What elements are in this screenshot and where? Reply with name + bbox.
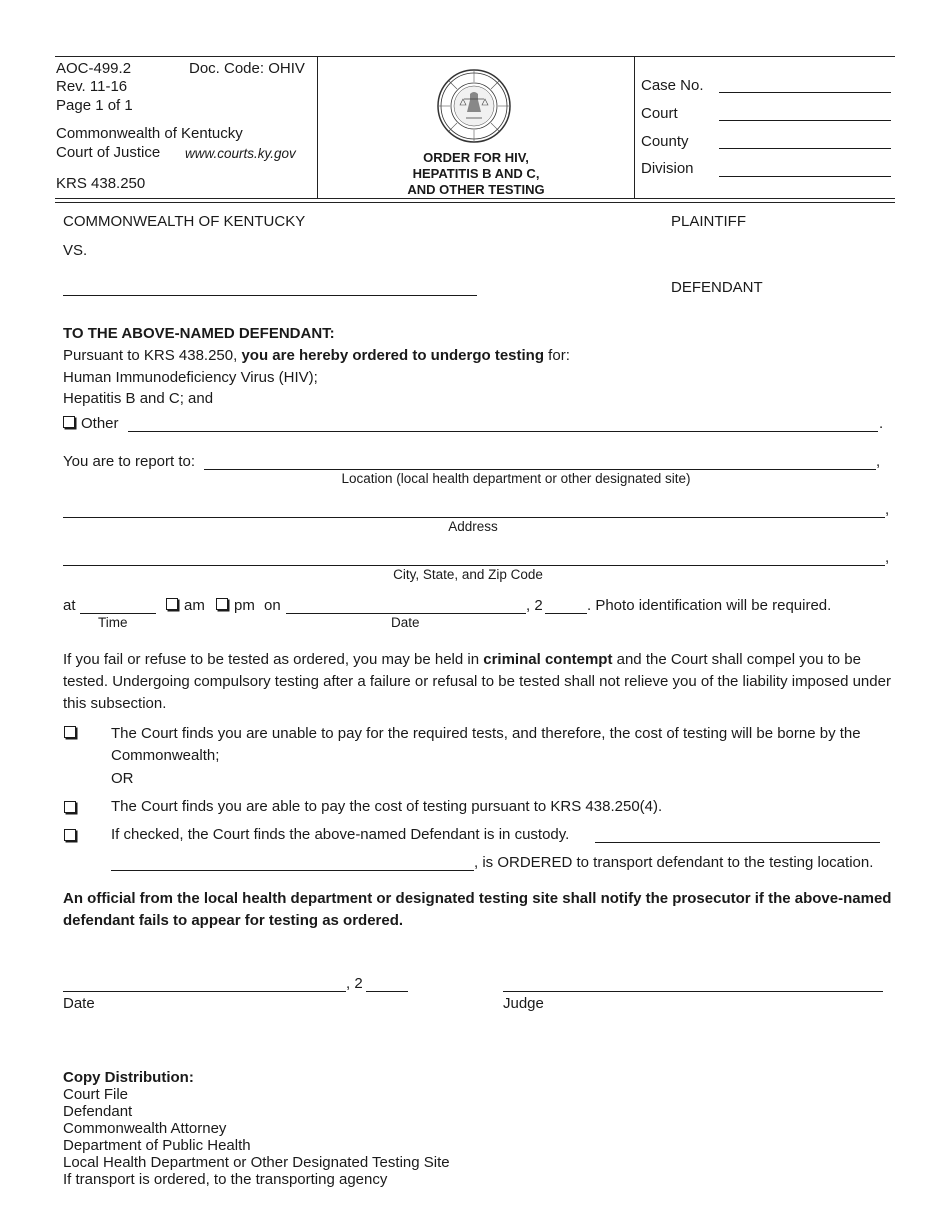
time-field[interactable] <box>80 598 156 614</box>
report-location-field[interactable] <box>204 454 876 470</box>
contempt-bold: criminal contempt <box>483 651 613 668</box>
judge-signature-field[interactable] <box>503 976 883 992</box>
distribution-item: Commonwealth Attorney <box>63 1120 227 1137</box>
other-test-period: . <box>879 415 884 432</box>
form-title-line2: HEPATITIS B AND C, <box>412 166 540 181</box>
court-name-line1: Commonwealth of Kentucky <box>56 125 243 142</box>
city-state-zip-comma: , <box>885 549 890 566</box>
order-intro-pre: Pursuant to KRS 438.250, <box>63 347 242 364</box>
time-caption: Time <box>98 615 128 630</box>
other-test-checkbox[interactable] <box>63 416 75 428</box>
form-title-line1: ORDER FOR HIV, <box>423 150 529 165</box>
county-label: County <box>641 133 689 150</box>
test-item-hiv: Human Immunodeficiency Virus (HIV); <box>63 369 318 386</box>
header-divider-right <box>634 56 635 198</box>
prosecutor-notice: An official from the local health department or designated testing site shall notify the prosecutor if the above-named defendant fails to appear for testing as ordered. <box>63 890 892 929</box>
contempt-pre: If you fail or refuse to be tested as ordered, you may be held in <box>63 651 484 668</box>
custody-text: If checked, the Court finds the above-named Defendant is in custody. <box>111 826 570 843</box>
statute-ref: KRS 438.250 <box>56 175 146 192</box>
other-test-label: Other <box>81 415 119 432</box>
am-option <box>166 597 205 614</box>
copy-distribution-heading: Copy Distribution: <box>63 1069 194 1086</box>
signature-date-field[interactable] <box>63 976 346 992</box>
on-label: on <box>264 597 281 614</box>
at-label: at <box>63 597 76 614</box>
judge-label: Judge <box>503 995 544 1012</box>
location-caption: Location (local health department or other designated site) <box>341 471 691 486</box>
pm-label: pm <box>234 597 255 614</box>
court-label: Court <box>641 105 678 122</box>
division-field[interactable] <box>719 160 891 177</box>
report-location-comma: , <box>876 453 881 470</box>
able-to-pay-text: The Court finds you are able to pay the cost of testing pursuant to KRS 438.250(4). <box>111 798 663 815</box>
year-field[interactable] <box>545 598 587 614</box>
case-no-label: Case No. <box>641 77 704 94</box>
order-intro-post: for: <box>544 347 570 364</box>
division-label: Division <box>641 160 694 177</box>
am-checkbox[interactable] <box>166 598 178 610</box>
custody-checkbox[interactable] <box>64 829 76 841</box>
address-comma: , <box>885 501 890 518</box>
date-field[interactable] <box>286 598 526 614</box>
unable-to-pay-text: The Court finds you are unable to pay for the required tests, and therefore, the cost of testing will be borne by the Commonwealth; <box>111 725 861 764</box>
defendant-label: DEFENDANT <box>671 279 763 296</box>
plaintiff-label: PLAINTIFF <box>671 213 747 230</box>
header-bottom-rule-1 <box>55 198 895 199</box>
pm-option <box>216 597 255 614</box>
contempt-paragraph <box>63 649 893 715</box>
plaintiff-name: COMMONWEALTH OF KENTUCKY <box>63 213 306 230</box>
signature-year-field[interactable] <box>366 976 408 992</box>
other-test-row <box>63 415 119 432</box>
pm-checkbox[interactable] <box>216 598 228 610</box>
revision: Rev. 11-16 <box>56 78 128 95</box>
form-number: AOC-499.2 <box>56 60 132 77</box>
page-count: Page 1 of 1 <box>56 97 133 114</box>
able-to-pay-checkbox[interactable] <box>64 801 76 813</box>
or-label: OR <box>111 770 134 787</box>
order-intro-bold: you are hereby ordered to undergo testing <box>241 347 545 364</box>
court-of-justice-seal-icon <box>436 68 512 144</box>
am-label: am <box>184 597 205 614</box>
court-name-line2: Court of Justice <box>56 144 161 161</box>
case-no-field[interactable] <box>719 76 891 93</box>
year-prefix: , 2 <box>526 597 543 614</box>
header-top-rule <box>55 56 895 57</box>
address-field[interactable] <box>63 502 885 518</box>
distribution-item: Court File <box>63 1086 129 1103</box>
order-intro <box>63 347 570 364</box>
test-item-hepatitis: Hepatitis B and C; and <box>63 390 214 407</box>
transport-agency-field[interactable] <box>111 855 474 871</box>
versus-label: VS. <box>63 242 88 259</box>
signature-date-label: Date <box>63 995 95 1012</box>
header-bottom-rule-2 <box>55 202 895 203</box>
county-field[interactable] <box>719 132 891 149</box>
date-caption: Date <box>391 615 420 630</box>
doc-code: Doc. Code: OHIV <box>189 60 305 77</box>
distribution-item: Local Health Department or Other Designated Testing Site <box>63 1154 450 1171</box>
city-state-zip-field[interactable] <box>63 550 885 566</box>
form-title-line3: AND OTHER TESTING <box>407 182 545 197</box>
city-state-zip-caption: City, State, and Zip Code <box>393 567 543 582</box>
defendant-name-field[interactable] <box>63 280 477 296</box>
custody-facility-field[interactable] <box>595 827 880 843</box>
distribution-item: Defendant <box>63 1103 133 1120</box>
order-heading: TO THE ABOVE-NAMED DEFENDANT: <box>63 325 335 342</box>
distribution-item: Department of Public Health <box>63 1137 251 1154</box>
court-field[interactable] <box>719 104 891 121</box>
contempt-post: and the Court shall compel you to be tested. Undergoing compulsory testing after a failure or refusal to be tested shall not relieve you of the liability imposed under this subsection. <box>63 651 891 712</box>
report-to-label: You are to report to: <box>63 453 196 470</box>
distribution-item: If transport is ordered, to the transporting agency <box>63 1171 388 1188</box>
transport-order-text: , is ORDERED to transport defendant to the testing location. <box>474 854 874 871</box>
other-test-field[interactable] <box>128 416 878 432</box>
unable-to-pay-checkbox[interactable] <box>64 726 76 738</box>
photo-id-notice: . Photo identification will be required. <box>587 597 832 614</box>
court-website: www.courts.ky.gov <box>185 146 296 161</box>
address-caption: Address <box>448 519 498 534</box>
signature-year-prefix: , 2 <box>346 975 363 992</box>
